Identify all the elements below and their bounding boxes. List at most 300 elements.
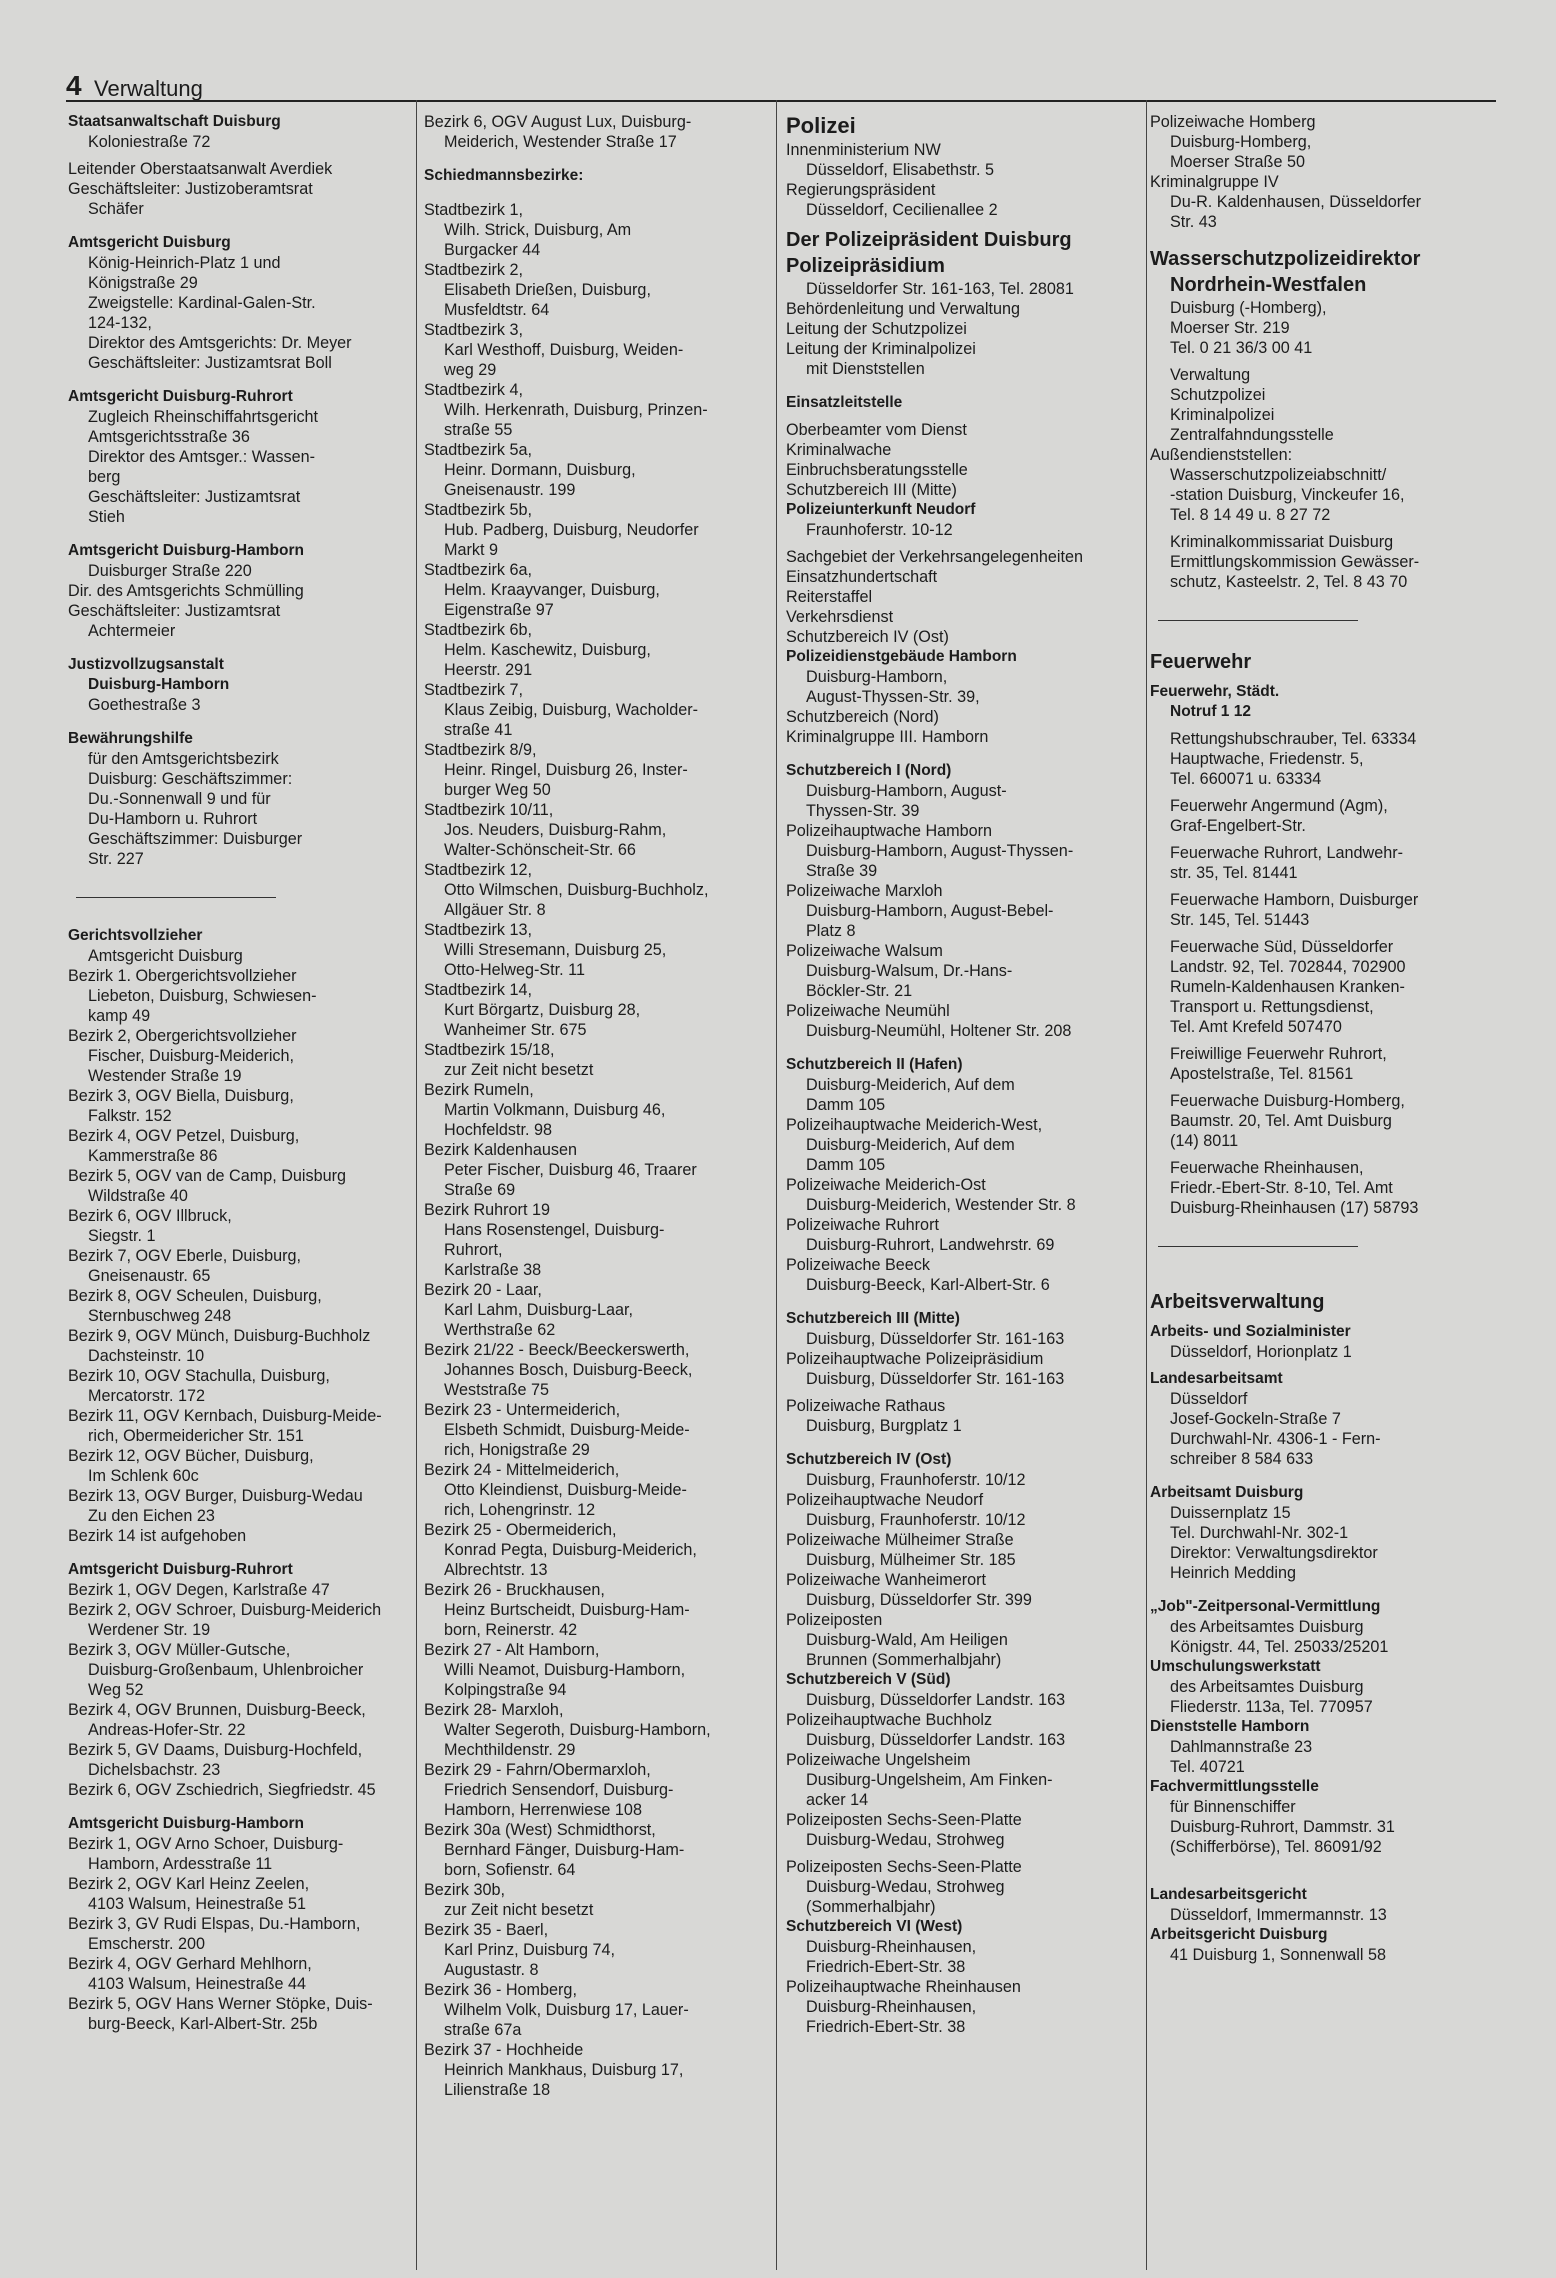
entry-line: Duisburg-Walsum, Dr.-Hans- xyxy=(806,962,1013,980)
entry-line: Dichelsbachstr. 23 xyxy=(88,1761,221,1779)
entry-line: Polizeiwache Walsum xyxy=(786,942,943,960)
entry-line: Fraunhoferstr. 10-12 xyxy=(806,521,953,539)
entry-heading: Polizeipräsidium xyxy=(786,255,945,277)
entry-line: Polizeiwache Marxloh xyxy=(786,882,943,900)
entry-line: Stadtbezirk 7, xyxy=(424,681,523,699)
spacer xyxy=(1150,722,1496,729)
entry-heading: Landesarbeitsgericht xyxy=(1150,1886,1307,1903)
entry-line: Bezirk 9, OGV Münch, Duisburg-Buchholz xyxy=(68,1327,371,1345)
entry-line: Leitender Oberstaatsanwalt Averdiek xyxy=(68,160,333,178)
entry-line: Bezirk 3, OGV Biella, Duisburg, xyxy=(68,1087,294,1105)
column-1 xyxy=(68,112,408,2034)
entry-line: König-Heinrich-Platz 1 und xyxy=(88,254,281,272)
spacer xyxy=(68,1546,408,1560)
entry-line: Werdener Str. 19 xyxy=(88,1621,211,1639)
entry-line: Polizeiwache Homberg xyxy=(1150,113,1316,131)
entry-line: Duisburg-Meiderich, Westender Str. 8 xyxy=(806,1196,1076,1214)
entry-line: Bezirk 4, OGV Brunnen, Duisburg-Beeck, xyxy=(68,1701,366,1719)
entry-line: Heinrich Medding xyxy=(1170,1564,1296,1582)
entry-line: Du.-Sonnenwall 9 und für xyxy=(88,790,271,808)
entry-line: Moerser Straße 50 xyxy=(1170,153,1305,171)
entry-line: Regierungspräsident xyxy=(786,181,936,199)
entry-line: Duisburg-Meiderich, Auf dem xyxy=(806,1076,1015,1094)
entry-line: Düsseldorfer Str. 161-163, Tel. 28081 xyxy=(806,280,1074,298)
entry-line: Böckler-Str. 21 xyxy=(806,982,913,1000)
entry-line: Heinz Burtscheidt, Duisburg-Ham- xyxy=(444,1601,690,1619)
entry-line: Brunnen (Sommerhalbjahr) xyxy=(806,1651,1002,1669)
entry-line: Polizeiwache Ungelsheim xyxy=(786,1751,971,1769)
entry-line: Stadtbezirk 5a, xyxy=(424,441,532,459)
entry-line: Polizeiwache Wanheimerort xyxy=(786,1571,987,1589)
entry-line: Im Schlenk 60c xyxy=(88,1467,199,1485)
entry-line: Wilh. Herkenrath, Duisburg, Prinzen- xyxy=(444,401,708,419)
entry-line: Johannes Bosch, Duisburg-Beeck, xyxy=(444,1361,693,1379)
entry-line: Schutzbereich (Nord) xyxy=(786,708,939,726)
spacer xyxy=(68,641,408,655)
spacer xyxy=(68,715,408,729)
entry-line: Bezirk 1, OGV Degen, Karlstraße 47 xyxy=(68,1581,330,1599)
spacer xyxy=(1150,789,1496,796)
entry-line: Duisburg, Düsseldorfer Str. 399 xyxy=(806,1591,1032,1609)
entry-line: Heinrich Mankhaus, Duisburg 17, xyxy=(444,2061,684,2079)
entry-line: Duisburg-Neumühl, Holtener Str. 208 xyxy=(806,1022,1072,1040)
entry-line: Str. 145, Tel. 51443 xyxy=(1170,911,1310,929)
entry-line: August-Thyssen-Str. 39, xyxy=(806,688,980,706)
spacer xyxy=(68,1800,408,1814)
entry-line: (Sommerhalbjahr) xyxy=(806,1898,936,1916)
entry-line: Duisburg: Geschäftszimmer: xyxy=(88,770,293,788)
entry-line: Polizeihauptwache Meiderich-West, xyxy=(786,1116,1043,1134)
entry-line: Ermittlungskommission Gewässer- xyxy=(1170,553,1420,571)
entry-line: Baumstr. 20, Tel. Amt Duisburg xyxy=(1170,1112,1392,1130)
entry-line: Bezirk 3, OGV Müller-Gutsche, xyxy=(68,1641,291,1659)
entry-line: Karlstraße 38 xyxy=(444,1261,542,1279)
entry-line: Friedr.-Ebert-Str. 8-10, Tel. Amt xyxy=(1170,1179,1393,1197)
entry-line: Bezirk 36 - Homberg, xyxy=(424,1981,577,1999)
entry-line: Klaus Zeibig, Duisburg, Wacholder- xyxy=(444,701,699,719)
entry-line: Bezirk 25 - Obermeiderich, xyxy=(424,1521,617,1539)
column-divider xyxy=(776,100,777,2270)
entry-line: schutz, Kasteelstr. 2, Tel. 8 43 70 xyxy=(1170,573,1408,591)
spacer xyxy=(786,747,1142,761)
entry-line: Eigenstraße 97 xyxy=(444,601,554,619)
column-divider xyxy=(1146,100,1147,2270)
entry-line: Feuerwache Rheinhausen, xyxy=(1170,1159,1364,1177)
entry-line: Markt 9 xyxy=(444,541,498,559)
entry-line: Wilh. Strick, Duisburg, Am xyxy=(444,221,632,239)
entry-heading: Schutzbereich II (Hafen) xyxy=(786,1056,963,1073)
spacer xyxy=(1150,525,1496,532)
entry-heading: Polizeidienstgebäude Hamborn xyxy=(786,648,1017,665)
entry-line: Thyssen-Str. 39 xyxy=(806,802,920,820)
entry-line: Stadtbezirk 3, xyxy=(424,321,523,339)
entry-line: Geschäftsleiter: Justizamtsrat Boll xyxy=(88,354,332,372)
entry-heading: Polizei xyxy=(786,113,856,138)
entry-line: Josef-Gockeln-Straße 7 xyxy=(1170,1410,1341,1428)
entry-line: Duisburg-Rheinhausen, xyxy=(806,1938,977,1956)
entry-heading: Amtsgericht Duisburg-Hamborn xyxy=(68,542,304,559)
entry-line: Duisburg (-Homberg), xyxy=(1170,299,1327,317)
entry-line: Bezirk 2, OGV Schroer, Duisburg-Meiderich xyxy=(68,1601,382,1619)
entry-line: Du-Hamborn u. Ruhrort xyxy=(88,810,258,828)
entry-line: Augustastr. 8 xyxy=(444,1961,539,1979)
entry-line: Jos. Neuders, Duisburg-Rahm, xyxy=(444,821,667,839)
entry-line: straße 55 xyxy=(444,421,513,439)
spacer xyxy=(786,1041,1142,1055)
entry-line: Peter Fischer, Duisburg 46, Traarer xyxy=(444,1161,697,1179)
entry-line: Kriminalpolizei xyxy=(1170,406,1275,424)
entry-line: Stadtbezirk 4, xyxy=(424,381,523,399)
entry-line: Otto Kleindienst, Duisburg-Meide- xyxy=(444,1481,687,1499)
entry-heading: Duisburg-Hamborn xyxy=(88,676,230,693)
entry-line: Duisburg, Düsseldorfer Str. 161-163 xyxy=(806,1330,1065,1348)
entry-line: Polizeiwache Beeck xyxy=(786,1256,930,1274)
entry-line: Helm. Kraayvanger, Duisburg, xyxy=(444,581,660,599)
entry-line: Bezirk 3, GV Rudi Elspas, Du.-Hamborn, xyxy=(68,1915,361,1933)
entry-line: des Arbeitsamtes Duisburg xyxy=(1170,1618,1364,1636)
entry-line: born, Reinerstr. 42 xyxy=(444,1621,578,1639)
entry-heading: Amtsgericht Duisburg xyxy=(68,234,231,251)
entry-line: Falkstr. 152 xyxy=(88,1107,172,1125)
entry-line: Gneisenaustr. 65 xyxy=(88,1267,211,1285)
entry-line: Einbruchsberatungsstelle xyxy=(786,461,968,479)
entry-line: Lilienstraße 18 xyxy=(444,2081,551,2099)
entry-line: Hamborn, Ardesstraße 11 xyxy=(88,1855,273,1873)
entry-line: berg xyxy=(88,468,121,486)
spacer xyxy=(786,1850,1142,1857)
entry-line: Bezirk 37 - Hochheide xyxy=(424,2041,584,2059)
spacer xyxy=(1150,1362,1496,1369)
entry-line: Heinr. Ringel, Duisburg 26, Inster- xyxy=(444,761,688,779)
entry-line: Polizeiwache Rathaus xyxy=(786,1397,946,1415)
entry-line: Dusiburg-Ungelsheim, Am Finken- xyxy=(806,1771,1053,1789)
entry-line: Konrad Pegta, Duisburg-Meiderich, xyxy=(444,1541,697,1559)
entry-line: kamp 49 xyxy=(88,1007,151,1025)
column-4 xyxy=(1150,112,1496,1965)
entry-line: Geschäftsleiter: Justizoberamtsrat xyxy=(68,180,313,198)
entry-line: Walter Segeroth, Duisburg-Hamborn, xyxy=(444,1721,711,1739)
spacer xyxy=(424,152,764,166)
entry-heading: Der Polizeipräsident Duisburg xyxy=(786,229,1072,251)
spacer xyxy=(1150,1857,1496,1871)
entry-line: Zu den Eichen 23 xyxy=(88,1507,215,1525)
entry-line: Duisburg-Wedau, Strohweg xyxy=(806,1878,1005,1896)
entry-line: (Schifferbörse), Tel. 86091/92 xyxy=(1170,1838,1382,1856)
entry-line: Musfeldtstr. 64 xyxy=(444,301,550,319)
entry-line: Tel. 660071 u. 63334 xyxy=(1170,770,1322,788)
entry-line: Geschäftsleiter: Justizamtsrat xyxy=(68,602,281,620)
entry-line: Bezirk 2, Obergerichtsvollzieher xyxy=(68,1027,297,1045)
entry-line: 41 Duisburg 1, Sonnenwall 58 xyxy=(1170,1946,1386,1964)
entry-line: Wildstraße 40 xyxy=(88,1187,188,1205)
entry-heading: Nordrhein-Westfalen xyxy=(1170,274,1367,296)
entry-heading: Schutzbereich I (Nord) xyxy=(786,762,952,779)
entry-line: Düsseldorf xyxy=(1170,1390,1248,1408)
entry-line: Str. 227 xyxy=(88,850,144,868)
entry-line: Str. 43 xyxy=(1170,213,1217,231)
entry-line: Duisburg-Hamborn, August-Bebel- xyxy=(806,902,1054,920)
entry-line: für den Amtsgerichtsbezirk xyxy=(88,750,279,768)
entry-line: Bezirk 30b, xyxy=(424,1881,505,1899)
entry-line: Feuerwache Hamborn, Duisburger xyxy=(1170,891,1419,909)
entry-line: Behördenleitung und Verwaltung xyxy=(786,300,1020,318)
entry-line: Stadtbezirk 12, xyxy=(424,861,532,879)
entry-line: Zugleich Rheinschiffahrtsgericht xyxy=(88,408,319,426)
spacer xyxy=(1150,1583,1496,1597)
entry-line: Moerser Str. 219 xyxy=(1170,319,1290,337)
entry-line: Duisburg-Wald, Am Heiligen xyxy=(806,1631,1008,1649)
entry-line: Geschäftszimmer: Duisburger xyxy=(88,830,303,848)
entry-line: Bezirk 26 - Bruckhausen, xyxy=(424,1581,605,1599)
entry-heading: Wasserschutzpolizeidirektor xyxy=(1150,248,1421,270)
spacer xyxy=(68,527,408,541)
entry-line: Bezirk 4, OGV Petzel, Duisburg, xyxy=(68,1127,300,1145)
entry-line: Stadtbezirk 1, xyxy=(424,201,523,219)
entry-line: Düsseldorf, Horionplatz 1 xyxy=(1170,1343,1352,1361)
entry-line: Hamborn, Herrenwiese 108 xyxy=(444,1801,642,1819)
entry-line: Stadtbezirk 15/18, xyxy=(424,1041,555,1059)
entry-line: Geschäftsleiter: Justizamtsrat xyxy=(88,488,301,506)
entry-line: Bezirk 35 - Baerl, xyxy=(424,1921,549,1939)
entry-line: Otto Wilmschen, Duisburg-Buchholz, xyxy=(444,881,709,899)
entry-line: Walter-Schönscheit-Str. 66 xyxy=(444,841,636,859)
entry-line: rich, Lohengrinstr. 12 xyxy=(444,1501,596,1519)
entry-line: Dachsteinstr. 10 xyxy=(88,1347,205,1365)
entry-line: rich, Obermeidericher Str. 151 xyxy=(88,1427,304,1445)
entry-line: Duisburg-Ruhrort, Landwehrstr. 69 xyxy=(806,1236,1055,1254)
entry-line: zur Zeit nicht besetzt xyxy=(444,1901,594,1919)
entry-line: Bezirk 28- Marxloh, xyxy=(424,1701,564,1719)
entry-line: Wilhelm Volk, Duisburg 17, Lauer- xyxy=(444,2001,689,2019)
entry-line: Freiwillige Feuerwehr Ruhrort, xyxy=(1170,1045,1387,1063)
entry-line: Bezirk 6, OGV Zschiedrich, Siegfriedstr. 45 xyxy=(68,1781,376,1799)
entry-line: Dir. des Amtsgerichts Schmülling xyxy=(68,582,304,600)
entry-line: Friedrich Sensendorf, Duisburg- xyxy=(444,1781,674,1799)
spacer xyxy=(786,540,1142,547)
entry-line: Innenministerium NW xyxy=(786,141,941,159)
entry-line: Feuerwache Duisburg-Homberg, xyxy=(1170,1092,1405,1110)
entry-heading: Einsatzleitstelle xyxy=(786,394,903,411)
entry-line: 124-132, xyxy=(88,314,152,332)
entry-line: Sternbuschweg 248 xyxy=(88,1307,232,1325)
spacer xyxy=(1150,836,1496,843)
entry-line: Düsseldorf, Cecilienallee 2 xyxy=(806,201,998,219)
entry-line: Dahlmannstraße 23 xyxy=(1170,1738,1313,1756)
entry-line: Heerstr. 291 xyxy=(444,661,533,679)
column-2 xyxy=(424,112,764,2100)
spacer xyxy=(786,379,1142,393)
entry-line: Tel. Durchwahl-Nr. 302-1 xyxy=(1170,1524,1349,1542)
entry-line: Tel. 8 14 49 u. 8 27 72 xyxy=(1170,506,1331,524)
entry-line: Zentralfahndungsstelle xyxy=(1170,426,1334,444)
entry-line: (14) 8011 xyxy=(1170,1132,1239,1150)
entry-line: Bezirk 29 - Fahrn/Obermarxloh, xyxy=(424,1761,651,1779)
entry-line: Direktor: Verwaltungsdirektor xyxy=(1170,1544,1378,1562)
entry-line: Elsbeth Schmidt, Duisburg-Meide- xyxy=(444,1421,690,1439)
column-3 xyxy=(786,112,1142,2037)
entry-heading: Feuerwehr xyxy=(1150,651,1252,673)
entry-heading: Arbeitsverwaltung xyxy=(1150,1291,1325,1313)
entry-line: Kriminalkommissariat Duisburg xyxy=(1170,533,1394,551)
entry-line: Stadtbezirk 5b, xyxy=(424,501,532,519)
entry-line: Zweigstelle: Kardinal-Galen-Str. xyxy=(88,294,316,312)
entry-line: Achtermeier xyxy=(88,622,176,640)
entry-line: Bezirk 10, OGV Stachulla, Duisburg, xyxy=(68,1367,330,1385)
spacer xyxy=(1150,883,1496,890)
entry-line: Martin Volkmann, Duisburg 46, xyxy=(444,1101,666,1119)
entry-line: Meiderich, Westender Straße 17 xyxy=(444,133,677,151)
entry-line: Bezirk 23 - Untermeiderich, xyxy=(424,1401,621,1419)
entry-heading: Schutzbereich III (Mitte) xyxy=(786,1310,960,1327)
entry-line: Duisburg, Burgplatz 1 xyxy=(806,1417,962,1435)
entry-heading: Arbeits- und Sozialminister xyxy=(1150,1323,1351,1340)
entry-line: Bezirk 5, GV Daams, Duisburg-Hochfeld, xyxy=(68,1741,363,1759)
entry-line: Schäfer xyxy=(88,200,144,218)
entry-line: Hans Rosenstengel, Duisburg- xyxy=(444,1221,665,1239)
entry-line: Goethestraße 3 xyxy=(88,696,201,714)
entry-heading: Gerichtsvollzieher xyxy=(68,927,203,944)
entry-heading: Justizvollzugsanstalt xyxy=(68,656,224,673)
entry-heading: Arbeitsgericht Duisburg xyxy=(1150,1926,1328,1943)
entry-line: Friedrich-Ebert-Str. 38 xyxy=(806,2018,966,2036)
entry-line: Weststraße 75 xyxy=(444,1381,549,1399)
entry-line: Amtsgerichtsstraße 36 xyxy=(88,428,250,446)
entry-line: Polizeihauptwache Hamborn xyxy=(786,822,993,840)
spacer xyxy=(1150,1315,1496,1322)
entry-line: Polizeiwache Neumühl xyxy=(786,1002,950,1020)
entry-line: Bezirk 12, OGV Bücher, Duisburg, xyxy=(68,1447,314,1465)
entry-line: Bezirk 13, OGV Burger, Duisburg-Wedau xyxy=(68,1487,363,1505)
entry-line: Bezirk Ruhrort 19 xyxy=(424,1201,550,1219)
entry-line: zur Zeit nicht besetzt xyxy=(444,1061,594,1079)
spacer xyxy=(1150,675,1496,682)
entry-line: Bezirk 30a (West) Schmidthorst, xyxy=(424,1821,656,1839)
spacer xyxy=(1150,1084,1496,1091)
entry-line: Polizeihauptwache Rheinhausen xyxy=(786,1978,1021,1996)
entry-line: Oberbeamter vom Dienst xyxy=(786,421,967,439)
entry-line: str. 35, Tel. 81441 xyxy=(1170,864,1298,882)
entry-line: Duisburg, Fraunhoferstr. 10/12 xyxy=(806,1471,1026,1489)
entry-line: Andreas-Hofer-Str. 22 xyxy=(88,1721,246,1739)
entry-line: burger Weg 50 xyxy=(444,781,551,799)
entry-line: Bezirk 7, OGV Eberle, Duisburg, xyxy=(68,1247,302,1265)
entry-line: Polizeiposten Sechs-Seen-Platte xyxy=(786,1811,1022,1829)
entry-line: Willi Neamot, Duisburg-Hamborn, xyxy=(444,1661,686,1679)
entry-line: Weg 52 xyxy=(88,1681,144,1699)
entry-heading: Notruf 1 12 xyxy=(1170,703,1251,720)
entry-line: Friedrich-Ebert-Str. 38 xyxy=(806,1958,966,1976)
entry-line: Bezirk 4, OGV Gerhard Mehlhorn, xyxy=(68,1955,312,1973)
entry-line: Düsseldorf, Elisabethstr. 5 xyxy=(806,161,995,179)
entry-line: Bezirk 14 ist aufgehoben xyxy=(68,1527,247,1545)
entry-line: Bezirk 27 - Alt Hamborn, xyxy=(424,1641,600,1659)
entry-line: Allgäuer Str. 8 xyxy=(444,901,546,919)
entry-heading: Polizeiunterkunft Neudorf xyxy=(786,501,976,518)
entry-line: Burgacker 44 xyxy=(444,241,541,259)
entry-line: -station Duisburg, Vinckeufer 16, xyxy=(1170,486,1405,504)
entry-line: Duisburger Straße 220 xyxy=(88,562,252,580)
entry-heading: Dienststelle Hamborn xyxy=(1150,1718,1310,1735)
spacer xyxy=(1150,930,1496,937)
spacer xyxy=(1150,1037,1496,1044)
entry-line: Duisburg, Düsseldorfer Landstr. 163 xyxy=(806,1731,1066,1749)
entry-line: Emscherstr. 200 xyxy=(88,1935,205,1953)
entry-heading: Schutzbereich VI (West) xyxy=(786,1918,963,1935)
entry-heading: Fachvermittlungsstelle xyxy=(1150,1778,1319,1795)
entry-line: Polizeihauptwache Buchholz xyxy=(786,1711,993,1729)
entry-line: Schutzbereich IV (Ost) xyxy=(786,628,949,646)
entry-line: weg 29 xyxy=(444,361,497,379)
section-title: Verwaltung xyxy=(94,76,203,101)
entry-line: Rumeln-Kaldenhausen Kranken- xyxy=(1170,978,1405,996)
entry-line: Schutzpolizei xyxy=(1170,386,1266,404)
section-separator xyxy=(1158,620,1358,621)
entry-line: Bezirk 5, OGV Hans Werner Stöpke, Duis- xyxy=(68,1995,373,2013)
entry-line: 4103 Walsum, Heinestraße 44 xyxy=(88,1975,307,1993)
entry-line: Bezirk 5, OGV van de Camp, Duisburg xyxy=(68,1167,347,1185)
entry-line: Duisburg-Großenbaum, Uhlenbroicher xyxy=(88,1661,364,1679)
header-rule xyxy=(66,100,1496,102)
entry-line: Kriminalgruppe III. Hamborn xyxy=(786,728,989,746)
spacer xyxy=(1150,1275,1496,1289)
entry-line: acker 14 xyxy=(806,1791,869,1809)
entry-line: Hub. Padberg, Duisburg, Neudorfer xyxy=(444,521,699,539)
entry-line: Kolpingstraße 94 xyxy=(444,1681,567,1699)
spacer xyxy=(786,1295,1142,1309)
entry-line: Duisburg, Mülheimer Str. 185 xyxy=(806,1551,1016,1569)
entry-line: Polizeiposten Sechs-Seen-Platte xyxy=(786,1858,1022,1876)
entry-line: Bezirk Rumeln, xyxy=(424,1081,534,1099)
section-separator xyxy=(76,897,276,898)
entry-line: Bezirk 21/22 - Beeck/Beeckerswerth, xyxy=(424,1341,690,1359)
entry-line: Außendienststellen: xyxy=(1150,446,1293,464)
entry-line: Stadtbezirk 8/9, xyxy=(424,741,537,759)
entry-line: Duisburg-Homberg, xyxy=(1170,133,1312,151)
entry-line: des Arbeitsamtes Duisburg xyxy=(1170,1678,1364,1696)
entry-heading: Amtsgericht Duisburg-Ruhrort xyxy=(68,388,293,405)
entry-line: Duisburg-Meiderich, Auf dem xyxy=(806,1136,1015,1154)
entry-line: Bezirk 2, OGV Karl Heinz Zeelen, xyxy=(68,1875,310,1893)
entry-line: Straße 69 xyxy=(444,1181,516,1199)
entry-line: Tel. Amt Krefeld 507470 xyxy=(1170,1018,1342,1036)
entry-heading: Arbeitsamt Duisburg xyxy=(1150,1484,1304,1501)
spacer xyxy=(1150,1469,1496,1483)
entry-line: Polizeiwache Ruhrort xyxy=(786,1216,939,1234)
entry-line: Transport u. Rettungsdienst, xyxy=(1170,998,1374,1016)
entry-line: Duisburg-Beeck, Karl-Albert-Str. 6 xyxy=(806,1276,1050,1294)
entry-line: Bezirk 8, OGV Scheulen, Duisburg, xyxy=(68,1287,322,1305)
entry-line: Gneisenaustr. 199 xyxy=(444,481,576,499)
entry-line: Rettungshubschrauber, Tel. 63334 xyxy=(1170,730,1417,748)
entry-line: Wasserschutzpolizeiabschnitt/ xyxy=(1170,466,1387,484)
entry-line: Königstraße 29 xyxy=(88,274,198,292)
spacer xyxy=(786,413,1142,420)
entry-line: Duisburg-Ruhrort, Dammstr. 31 xyxy=(1170,1818,1395,1836)
spacer xyxy=(68,152,408,159)
entry-line: Reiterstaffel xyxy=(786,588,873,606)
entry-heading: Amtsgericht Duisburg-Ruhrort xyxy=(68,1561,293,1578)
spacer xyxy=(1150,1871,1496,1885)
entry-line: Tel. 40721 xyxy=(1170,1758,1245,1776)
entry-line: 4103 Walsum, Heinestraße 51 xyxy=(88,1895,307,1913)
entry-line: Schutzbereich III (Mitte) xyxy=(786,481,957,499)
entry-line: Duisburg-Hamborn, August- xyxy=(806,782,1007,800)
entry-line: Stadtbezirk 14, xyxy=(424,981,532,999)
entry-line: Willi Stresemann, Duisburg 25, xyxy=(444,941,667,959)
entry-line: Damm 105 xyxy=(806,1156,886,1174)
entry-line: Stadtbezirk 6b, xyxy=(424,621,532,639)
entry-line: Kurt Börgartz, Duisburg 28, xyxy=(444,1001,641,1019)
